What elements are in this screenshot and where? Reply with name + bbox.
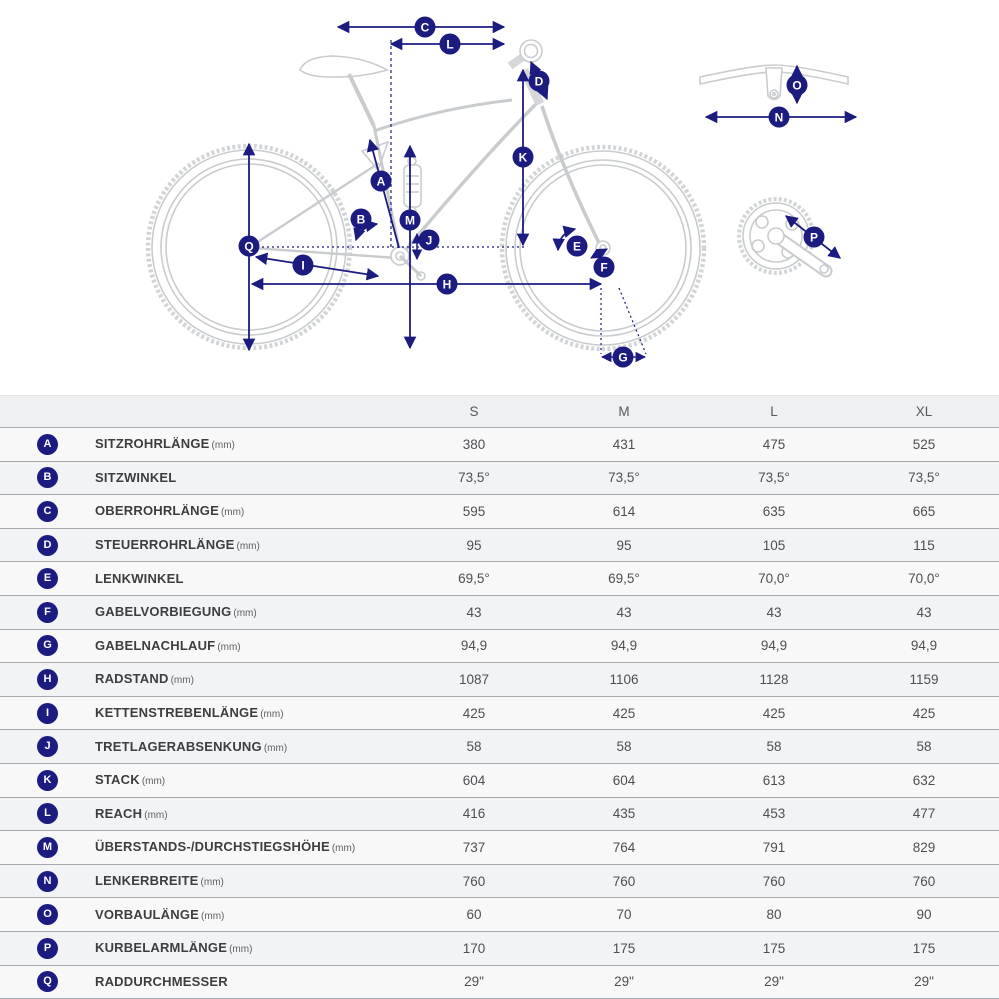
value-s: 95 <box>466 537 482 553</box>
table-row <box>0 730 999 764</box>
value-s: 425 <box>462 705 486 721</box>
row-unit: (mm) <box>220 507 245 519</box>
table-row <box>0 831 999 865</box>
geometry-table <box>0 395 999 999</box>
row-label: GABELVORBIEGUNG <box>95 604 232 620</box>
row-letter-badge: A <box>37 434 58 455</box>
row-label: SITZWINKEL <box>95 469 177 485</box>
row-letter-badge: L <box>37 803 58 824</box>
row-unit: (mm) <box>141 776 166 788</box>
row-letter-badge: K <box>37 770 58 791</box>
row-letter-badge: J <box>37 736 58 757</box>
row-letter-badge: I <box>37 703 58 724</box>
value-m: 43 <box>616 604 632 620</box>
value-xl: 175 <box>912 940 936 956</box>
value-s: 60 <box>466 907 482 923</box>
row-letter-badge: P <box>37 938 58 959</box>
value-l: 94,9 <box>760 638 788 654</box>
row-unit: (mm) <box>200 877 224 889</box>
value-xl: 43 <box>916 604 932 620</box>
marker-b <box>351 209 372 230</box>
row-unit: (mm) <box>170 675 194 687</box>
value-l: 80 <box>766 907 782 923</box>
value-xl: 29" <box>914 974 934 990</box>
value-m: 760 <box>612 873 636 889</box>
marker-g-letter: G <box>618 350 628 365</box>
marker-q <box>239 236 260 257</box>
row-label: RADDURCHMESSER <box>95 973 228 989</box>
value-l: 760 <box>762 873 786 889</box>
value-m: 94,9 <box>610 638 638 654</box>
value-xl: 115 <box>913 537 935 553</box>
value-m: 614 <box>612 503 636 519</box>
marker-j <box>419 230 440 251</box>
table-row <box>0 931 999 965</box>
marker-d-letter: D <box>534 74 544 89</box>
marker-p-letter: P <box>809 230 819 245</box>
marker-m <box>400 210 421 231</box>
row-label: TRETLAGERABSENKUNG <box>95 738 262 754</box>
marker-a <box>371 171 392 192</box>
value-l: 1128 <box>759 671 789 687</box>
value-s: 380 <box>462 436 486 452</box>
value-m: 604 <box>612 772 636 788</box>
marker-n-letter: N <box>774 110 784 125</box>
row-label: ÜBERSTANDS-/DURCHSTIEGSHÖHE <box>95 839 330 855</box>
value-xl: 73,5° <box>908 470 940 486</box>
marker-c-letter: C <box>420 20 430 35</box>
value-m: 95 <box>616 537 632 553</box>
row-unit: (mm) <box>263 742 288 754</box>
marker-h-letter: H <box>442 277 452 292</box>
value-xl: 665 <box>912 503 936 519</box>
marker-k-letter: K <box>518 150 528 165</box>
value-m: 70 <box>616 907 632 923</box>
row-label: LENKERBREITE <box>95 873 199 889</box>
table-row <box>0 696 999 730</box>
column-header-m: M <box>549 396 699 428</box>
row-unit: (mm) <box>217 641 241 653</box>
row-label: STEUERROHRLÄNGE <box>95 537 235 553</box>
value-s: 1087 <box>458 671 490 687</box>
value-s: 595 <box>462 503 486 519</box>
row-unit: (mm) <box>229 944 253 956</box>
marker-i <box>293 255 314 276</box>
header-spacer-letter <box>0 396 95 428</box>
value-xl: 90 <box>916 907 932 923</box>
marker-l <box>440 34 461 55</box>
value-xl: 525 <box>912 436 936 452</box>
value-xl: 477 <box>912 806 936 822</box>
value-m: 425 <box>612 705 636 721</box>
marker-h <box>437 274 458 295</box>
marker-e <box>567 236 588 257</box>
value-l: 475 <box>762 436 786 452</box>
value-l: 425 <box>762 705 786 721</box>
marker-q-letter: Q <box>244 239 254 254</box>
row-letter-badge: N <box>37 871 58 892</box>
row-label: LENKWINKEL <box>95 570 184 586</box>
marker-i-letter: I <box>301 258 305 273</box>
value-l: 29" <box>764 974 784 990</box>
marker-p <box>804 227 825 248</box>
table-row <box>0 965 999 999</box>
value-xl: 425 <box>912 705 936 721</box>
value-xl: 70,0° <box>908 571 940 587</box>
row-letter-badge: F <box>37 602 58 623</box>
dim-i-chainstay <box>256 257 378 276</box>
row-unit: (mm) <box>331 843 356 855</box>
front-wheel-icon <box>502 147 704 349</box>
value-s: 737 <box>462 839 486 855</box>
value-s: 43 <box>466 604 482 620</box>
value-m: 1106 <box>609 671 639 687</box>
value-l: 43 <box>766 604 782 620</box>
row-letter-badge: Q <box>37 971 58 992</box>
table-row <box>0 595 999 629</box>
marker-m-letter: M <box>405 213 415 228</box>
row-letter-badge: O <box>37 904 58 925</box>
value-s: 604 <box>462 772 486 788</box>
row-unit: (mm) <box>211 440 235 452</box>
row-label: KURBELARMLÄNGE <box>95 940 228 956</box>
marker-c <box>415 17 436 38</box>
value-m: 764 <box>612 839 636 855</box>
table-row <box>0 763 999 797</box>
value-xl: 1159 <box>909 671 939 687</box>
value-xl: 632 <box>912 772 936 788</box>
value-s: 416 <box>462 806 486 822</box>
value-xl: 829 <box>912 839 936 855</box>
handlebar-top-view-icon <box>700 65 848 100</box>
row-letter-badge: B <box>37 467 58 488</box>
row-unit: (mm) <box>233 608 257 620</box>
row-letter-badge: M <box>37 837 58 858</box>
row-label: KETTENSTREBENLÄNGE <box>95 705 259 721</box>
table-row <box>0 428 999 462</box>
value-xl: 760 <box>912 873 936 889</box>
row-letter-badge: G <box>37 635 58 656</box>
value-xl: 58 <box>916 739 932 755</box>
column-header-xl: XL <box>849 396 999 428</box>
value-xl: 94,9 <box>910 638 938 654</box>
row-label: GABELNACHLAUF <box>95 637 216 653</box>
row-label: OBERROHRLÄNGE <box>95 503 219 519</box>
value-l: 453 <box>762 806 786 822</box>
row-unit: (mm) <box>260 709 284 721</box>
marker-k <box>513 147 534 168</box>
value-l: 791 <box>762 839 786 855</box>
value-m: 69,5° <box>608 571 640 587</box>
marker-l-letter: L <box>446 37 454 52</box>
table-row <box>0 898 999 932</box>
value-m: 29" <box>614 974 634 990</box>
column-header-l: L <box>699 396 849 428</box>
value-l: 105 <box>762 537 786 553</box>
marker-b-letter: B <box>356 212 366 227</box>
value-m: 73,5° <box>608 470 640 486</box>
table-row <box>0 629 999 663</box>
marker-a-letter: A <box>376 174 386 189</box>
table-row <box>0 663 999 697</box>
value-m: 431 <box>612 436 636 452</box>
bike-drawing <box>148 40 848 349</box>
header-spacer-label <box>95 396 399 428</box>
row-letter-badge: D <box>37 535 58 556</box>
value-l: 175 <box>762 940 786 956</box>
row-letter-badge: H <box>37 669 58 690</box>
row-letter-badge: C <box>37 501 58 522</box>
value-l: 58 <box>766 739 782 755</box>
value-s: 58 <box>466 739 482 755</box>
value-s: 760 <box>462 873 486 889</box>
table-row <box>0 864 999 898</box>
value-s: 170 <box>462 940 486 956</box>
row-label: SITZROHRLÄNGE <box>95 436 210 452</box>
value-l: 70,0° <box>758 571 790 587</box>
marker-f-letter: F <box>600 260 608 275</box>
table-row <box>0 797 999 831</box>
value-l: 73,5° <box>758 470 790 486</box>
bike-geometry-diagram <box>0 0 999 395</box>
value-s: 73,5° <box>458 470 490 486</box>
row-label: REACH <box>95 805 143 821</box>
row-unit: (mm) <box>236 541 260 553</box>
table-header-row <box>0 396 999 428</box>
row-unit: (mm) <box>144 809 168 821</box>
value-s: 69,5° <box>458 571 490 587</box>
geometry-diagram-svg <box>0 0 999 395</box>
marker-o <box>787 75 808 96</box>
row-label: RADSTAND <box>95 671 169 687</box>
table-row <box>0 495 999 529</box>
marker-g <box>613 347 634 368</box>
table-row <box>0 528 999 562</box>
column-header-s: S <box>399 396 549 428</box>
marker-e-letter: E <box>572 239 582 254</box>
table-row <box>0 562 999 596</box>
value-s: 29" <box>464 974 484 990</box>
row-unit: (mm) <box>201 910 225 922</box>
dim-a-seattube <box>370 140 399 248</box>
value-m: 58 <box>616 739 632 755</box>
marker-d <box>529 71 550 92</box>
marker-f <box>594 257 615 278</box>
row-label: VORBAULÄNGE <box>95 906 200 922</box>
value-l: 635 <box>762 503 786 519</box>
marker-n <box>769 107 790 128</box>
row-label: STACK <box>95 772 140 788</box>
row-letter-badge: E <box>37 568 58 589</box>
value-m: 435 <box>612 806 636 822</box>
marker-j-letter: J <box>425 233 433 248</box>
marker-o-letter: O <box>792 78 802 93</box>
table-row <box>0 461 999 495</box>
value-m: 175 <box>612 940 636 956</box>
value-l: 613 <box>762 772 786 788</box>
value-s: 94,9 <box>460 638 488 654</box>
